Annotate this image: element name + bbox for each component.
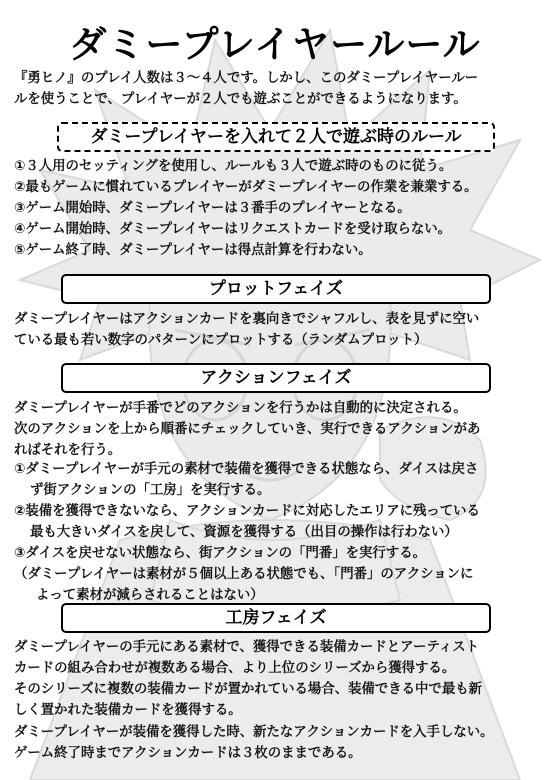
page-title: ダミープレイヤールール bbox=[69, 23, 481, 66]
action-phase-text bbox=[14, 398, 536, 461]
rule-item: ⑤ゲーム終了時、ダミープレイヤーは得点計算を行わない。 bbox=[14, 243, 372, 258]
text-line: 次のアクションを上から順番にチェックしていき、実行できるアクションがあ bbox=[14, 422, 481, 437]
step-item: ②装備を獲得できないなら、アクションカードに対応したエリアに残っている bbox=[14, 504, 480, 519]
text-line: ダミープレイヤーの手元にある素材で、獲得できる装備カードとアーティスト bbox=[14, 640, 480, 655]
text-line: カードの組み合わせが複数ある場合、より上位のシリーズから獲得する。 bbox=[14, 661, 456, 676]
text-line: ればそれを行う。 bbox=[14, 443, 122, 458]
workshop-phase-text bbox=[14, 637, 536, 721]
text-line: しく置かれた装備カードを獲得する。 bbox=[14, 703, 242, 718]
text-line: ゲーム終了時までアクションカードは３枚のままである。 bbox=[14, 746, 362, 761]
text-line: そのシリーズに複数の装備カードが置かれている場合、装備できる中で最も新 bbox=[14, 682, 482, 697]
rule-item: ④ゲーム開始時、ダミープレイヤーはリクエストカードを受け取らない。 bbox=[14, 222, 452, 237]
step-item-continuation: 最も大きいダイスを戻して、資源を獲得する（出目の操作は行わない） bbox=[30, 525, 458, 540]
intro-line: ルを使うことで、プレイヤーが２人でも遊ぶことができるようになります。 bbox=[14, 92, 467, 107]
step-item: ③ダイスを戻せない状態なら、街アクションの「門番」を実行する。 bbox=[14, 546, 426, 561]
plot-phase-text bbox=[14, 309, 536, 351]
section-heading-action-phase: アクションフェイズ bbox=[61, 363, 491, 393]
rule-item: ①３人用のセッティングを使用し、ルールも３人で遊ぶ時のものに従う。 bbox=[14, 159, 453, 174]
two-player-rules-list bbox=[14, 156, 536, 261]
text-line: ダミープレイヤーはアクションカードを裏向きでシャフルし、表を見ずに空い bbox=[14, 312, 480, 327]
section-heading-plot-phase: プロットフェイズ bbox=[61, 274, 491, 304]
step-item-continuation: ず街アクションの「工房」を実行する。 bbox=[30, 483, 271, 498]
step-note: （ダミープレイヤーは素材が５個以上ある状態でも、「門番」のアクションに bbox=[14, 567, 474, 582]
section-heading-workshop-phase: 工房フェイズ bbox=[61, 603, 491, 633]
intro-text bbox=[14, 68, 536, 110]
intro-line: 『勇ヒノ』のプレイ人数は３～４人です。しかし、このダミープレイヤールー bbox=[14, 71, 479, 86]
rule-item: ③ゲーム開始時、ダミープレイヤーは３番手のプレイヤーとなる。 bbox=[14, 201, 411, 216]
text-line: ている最も若い数字のパターンにプロットする（ランダムプロット） bbox=[14, 333, 428, 348]
section-heading-two-player: ダミープレイヤーを入れて２人で遊ぶ時のルール bbox=[57, 122, 495, 152]
rule-item: ②最もゲームに慣れているプレイヤーがダミープレイヤーの作業を兼業する。 bbox=[14, 180, 478, 195]
step-note-continuation: よって素材が減らされることはない） bbox=[36, 588, 264, 603]
text-line: ダミープレイヤーが手番でどのアクションを行うかは自動的に決定される。 bbox=[14, 401, 467, 416]
workshop-phase-text-2 bbox=[14, 722, 536, 764]
step-item: ①ダミープレイヤーが手元の素材で装備を獲得できる状態なら、ダイスは戻さ bbox=[14, 462, 479, 477]
action-steps-list bbox=[14, 459, 536, 606]
text-line: ダミープレイヤーが装備を獲得した時、新たなアクションカードを入手しない。 bbox=[14, 725, 494, 740]
